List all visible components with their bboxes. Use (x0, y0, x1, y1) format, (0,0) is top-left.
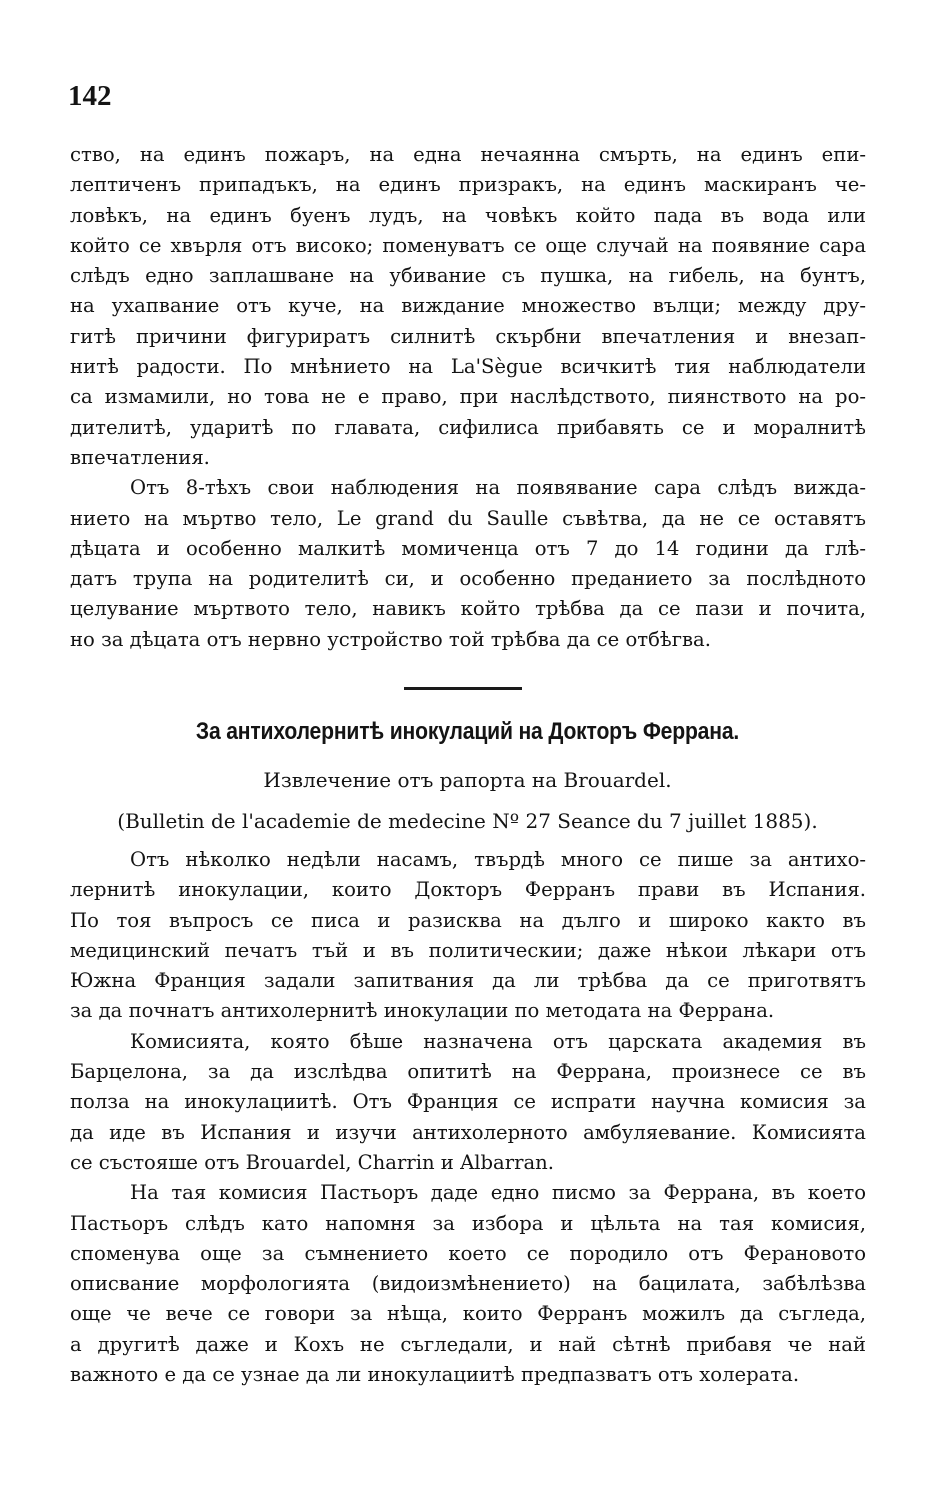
text-line: лернитѣ инокулации, които Докторъ Ферранъ прави въ Испания. (70, 878, 866, 902)
text-line: нитѣ радости. По мнѣнието на La'Sègue всичкитѣ тия наблюдатели (70, 355, 866, 379)
paragraph (70, 845, 866, 1027)
text-line: още че вече се говори за нѣща, които Ферранъ можилъ да съгледа, (70, 1302, 866, 1326)
text-line: се състояше отъ Brouardel, Charrin и Albarran. (70, 1150, 554, 1174)
text-line: гитѣ причини фигуриратъ силнитѣ скърбни впечатления и внезап- (70, 324, 866, 348)
text-block-top (70, 140, 866, 655)
text-line: да иде въ Испания и изучи антихолерното амбуляевание. Комисията (70, 1120, 866, 1144)
text-line: слѣдъ едно заплашване на убивание съ пушка, на гибель, на бунтъ, (70, 264, 866, 288)
text-line: споменува още за съмнението което се породило отъ Ферановото (70, 1241, 866, 1265)
text-line: Барцелона, за да изслѣдва опититѣ на Феррана, произнесе се въ (70, 1060, 866, 1084)
page-number: 142 (68, 80, 112, 112)
text-line: Отъ нѣколко недѣли насамъ, твърдѣ много се пише за антихо- (130, 848, 866, 871)
text-line: ство, на единъ пожаръ, на една нечаянна смърть, на единъ епи- (70, 143, 866, 166)
section-subtitle: Извлечение отъ рапорта на Brouardel. (263, 768, 672, 792)
text-line: Комисията, която бѣше назначена отъ царската академия въ (130, 1029, 866, 1053)
text-line: медицинский печатъ тъй и въ политическии; даже нѣкои лѣкари отъ (70, 938, 866, 962)
paragraph (70, 1027, 866, 1178)
text-line: за да почнатъ антихолернитѣ инокулации по методата на Феррана. (70, 999, 775, 1023)
text-line: нието на мъртво тело, Le grand du Saulle съвѣтва, да не се оставятъ (70, 506, 866, 530)
section-title: За антихолернитѣ инокулаций на Докторъ Феррана. (195, 718, 740, 745)
text-line: полза на инокулациитѣ. Отъ Франция се испрати научна комисия за (70, 1090, 866, 1114)
text-line: впечатления. (70, 445, 210, 469)
text-line: важното е да се узнае да ли инокулациитѣ предпазватъ отъ холерата. (70, 1363, 800, 1387)
text-line: на ухапвание отъ куче, на виждание множество вълци; между дру- (70, 294, 866, 318)
text-line: описвание морфологията (видоизмѣнението) на бацилата, забѣлѣзва (70, 1272, 866, 1296)
paragraph (70, 140, 866, 473)
text-line: са измамили, но това не е право, при наслѣдството, пиянството на ро- (70, 385, 866, 409)
section-source: (Bulletin de l'academie de medecine Nº 27 Seance du 7 juillet 1885). (117, 809, 818, 833)
text-line: лептиченъ припадъкъ, на единъ призракъ, на единъ маскиранъ че- (70, 173, 866, 197)
paragraph (70, 473, 866, 655)
text-line: а другитѣ даже и Кохъ не съгледали, и най сѣтнѣ прибавя че най (70, 1332, 866, 1356)
text-line: Южна Франция задали запитвания да ли трѣбва да се приготвятъ (70, 969, 866, 993)
text-line: На тая комисия Пастьоръ даде едно писмо за Феррана, въ което (130, 1181, 866, 1205)
text-line: но за дѣцата отъ нервно устройство той трѣбва да се отбѣгва. (70, 627, 711, 651)
text-line: дѣцата и особенно малкитѣ момиченца отъ 7 до 14 години да глѣ- (70, 536, 866, 560)
text-line: ловѣкъ, на единъ буенъ лудъ, на човѣкъ който пада въ вода или (70, 203, 866, 227)
paragraph (70, 1178, 866, 1390)
text-line: който се хвърля отъ високо; поменуватъ се още случай на появяние сара (70, 233, 866, 257)
text-line: целувание мъртвото тело, навикъ който трѣбва да се пази и почита, (70, 597, 866, 621)
text-line: дителитѣ, ударитѣ по главата, сифилиса прибавять се и моралнитѣ (70, 415, 866, 439)
text-line: Отъ 8-тѣхъ свои наблюдения на появявание сара слѣдъ вижда- (130, 476, 866, 500)
section-divider (404, 687, 522, 690)
text-line: датъ трупа на родителитѣ си, и особенно преданието за послѣдното (70, 567, 866, 591)
text-line: По тоя въпросъ се писа и разисква на дълго и широко както въ (70, 908, 866, 932)
text-line: Пастьоръ слѣдъ като напомня за избора и цѣльта на тая комисия, (70, 1211, 866, 1235)
text-block-bottom (70, 845, 866, 1390)
